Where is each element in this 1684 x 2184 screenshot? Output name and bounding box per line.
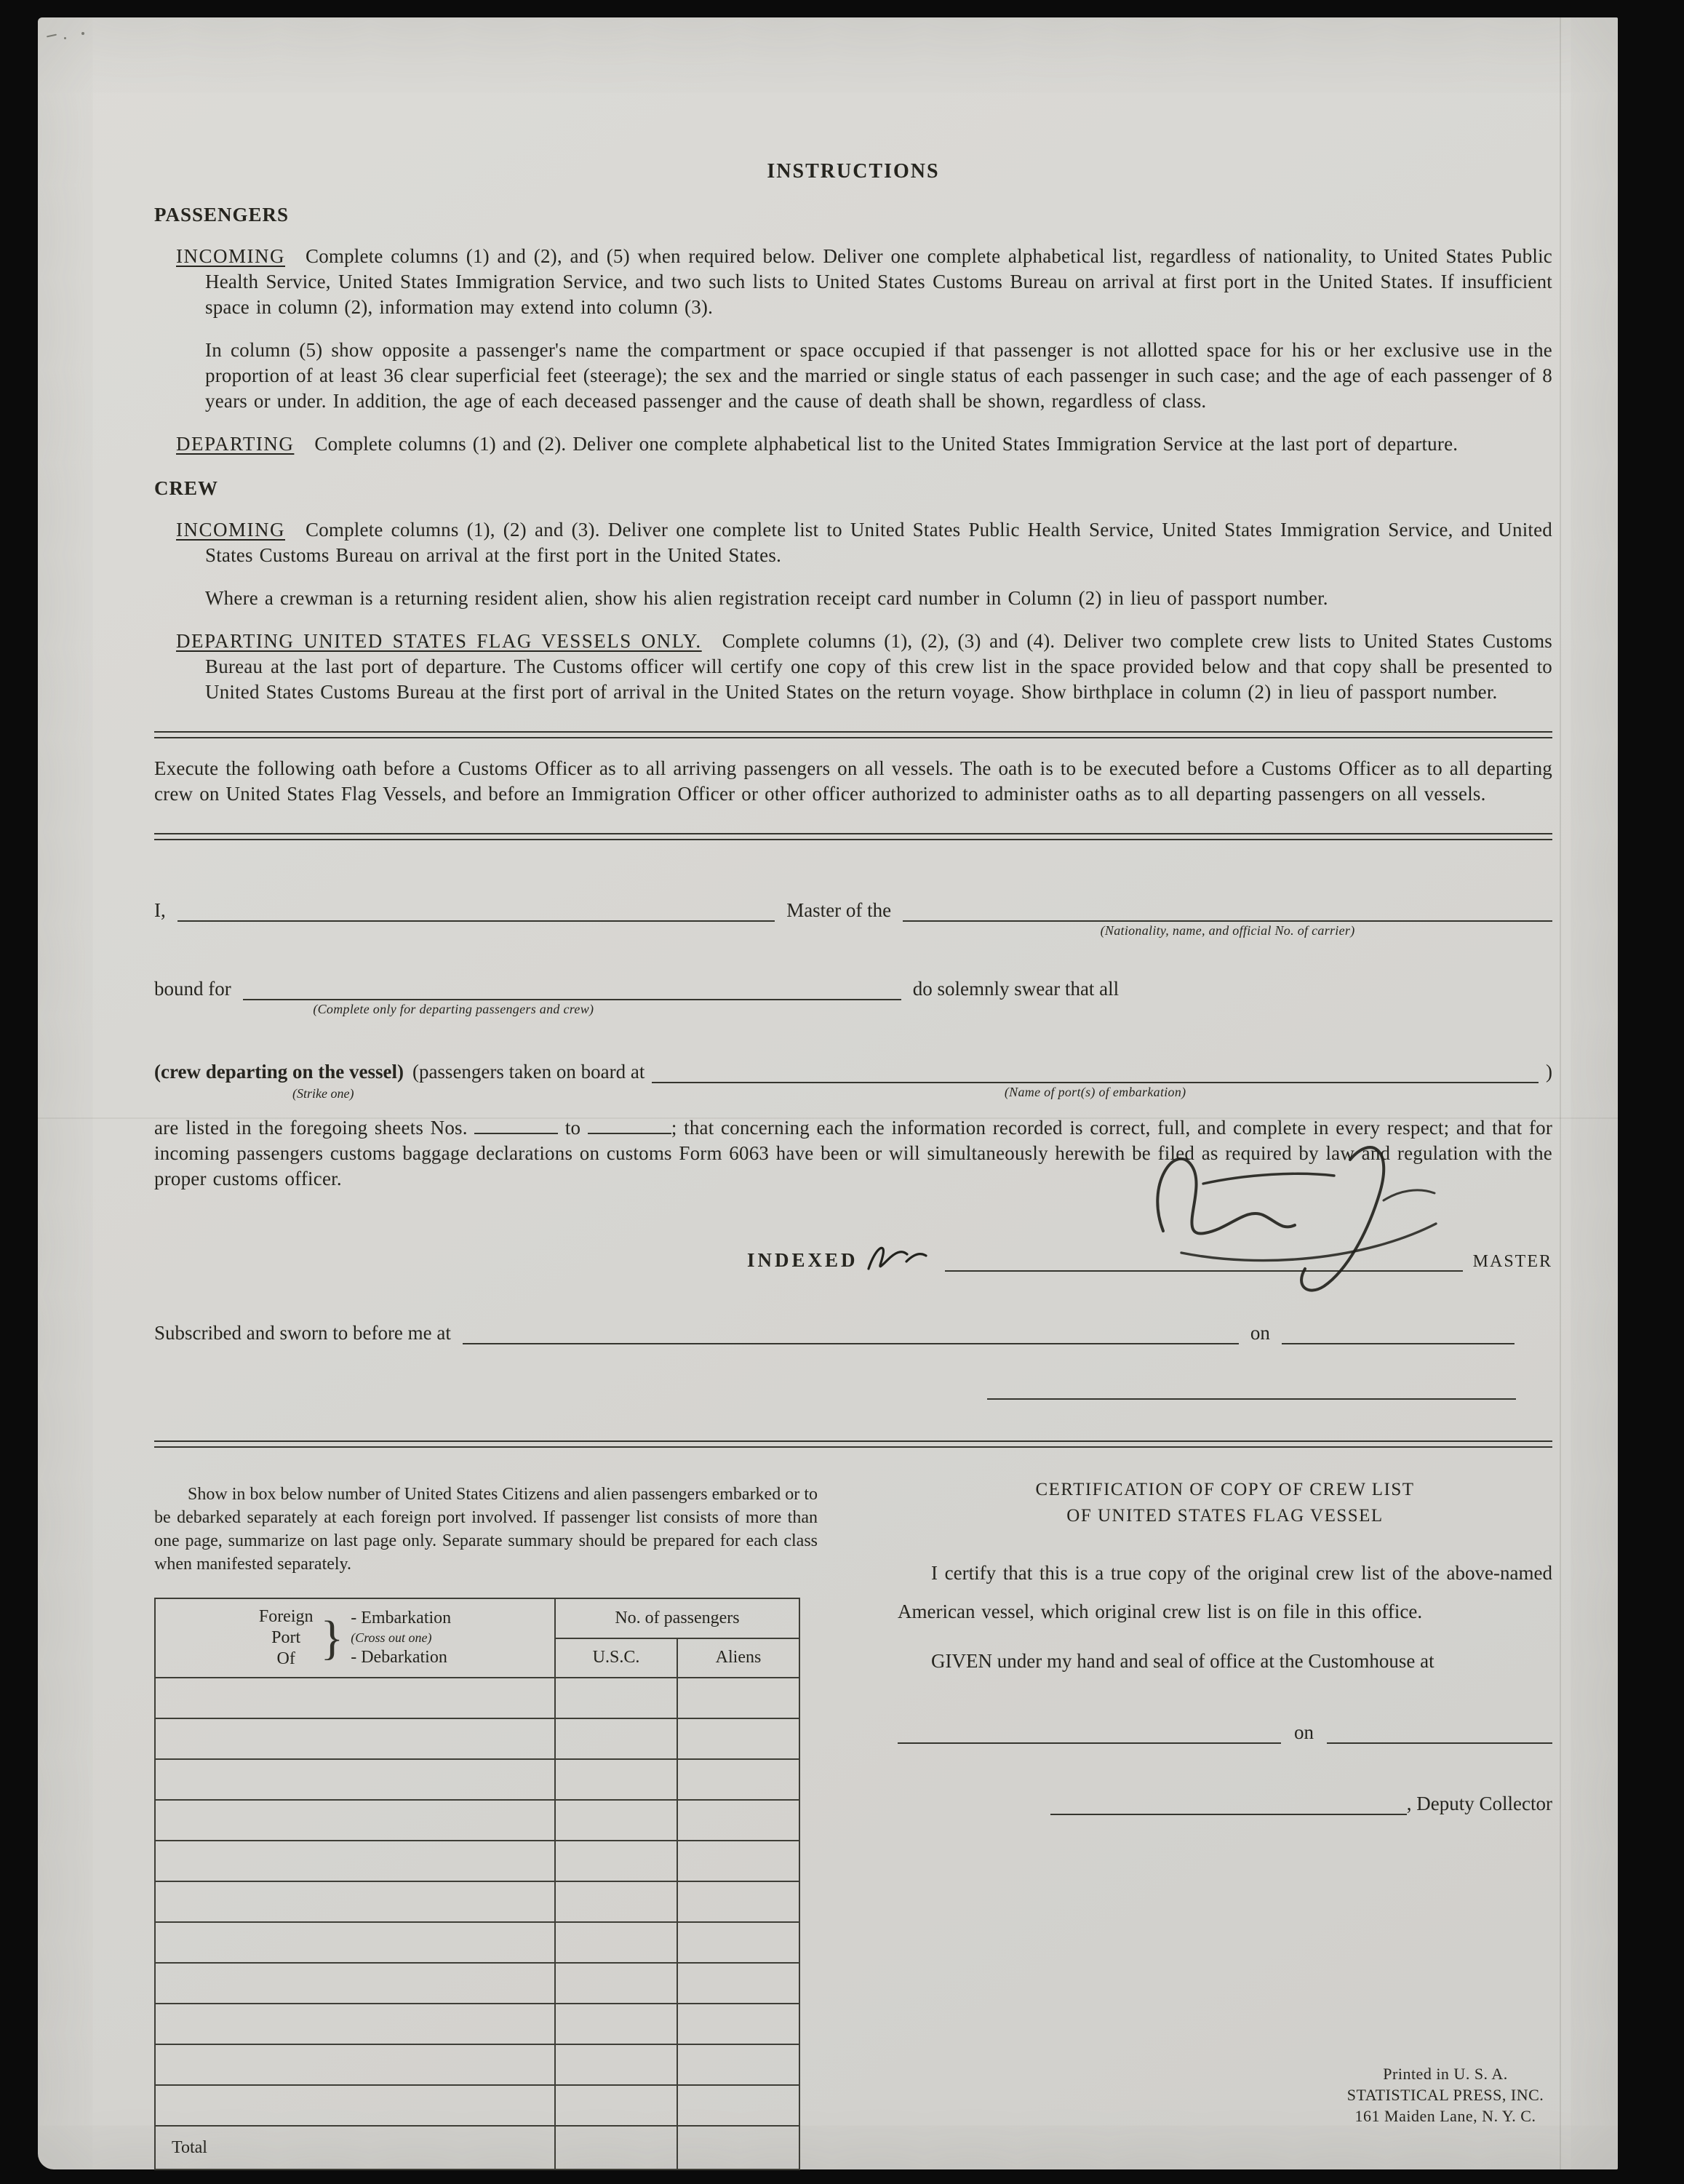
embark-debark-options	[351, 1609, 451, 1667]
summary-table-cell	[555, 1759, 677, 1800]
summary-table-cell	[155, 1881, 555, 1922]
passengers-taken-text: (passengers taken on board at	[412, 1061, 645, 1083]
summary-table-row	[155, 1841, 799, 1881]
sheets-to-blank	[588, 1133, 671, 1134]
summary-table-body	[155, 1678, 799, 2126]
pencil-marks	[47, 29, 97, 42]
summary-table-cell	[677, 1963, 799, 2004]
crew-departing-paragraph	[154, 629, 1552, 705]
crew-incoming-text: Complete columns (1), (2) and (3). Deliver one complete list to United States Public Health Service, United States Immigration Service, and United States Customs Bureau on arrival at the first port in the United States.	[205, 519, 1552, 566]
oath-line-master	[154, 897, 1552, 938]
summary-table-cell	[155, 1963, 555, 2004]
indexed-stamp: INDEXED	[747, 1249, 858, 1271]
sheets-text-start: are listed in the foregoing sheets Nos.	[154, 1117, 468, 1139]
summary-table-cell	[677, 1922, 799, 1963]
summary-table-cell	[155, 2044, 555, 2085]
summary-table-cell	[677, 2004, 799, 2044]
summary-table-cell	[677, 1841, 799, 1881]
aliens-column-header: Aliens	[677, 1638, 799, 1678]
embarkation-port-blank	[652, 1059, 1539, 1099]
summary-table-row	[155, 2004, 799, 2044]
master-name-blank	[177, 897, 775, 922]
sheets-from-blank	[474, 1133, 558, 1134]
summary-table-row	[155, 1678, 799, 1718]
total-row	[155, 2126, 799, 2169]
crew-resident-alien-paragraph: Where a crewman is a returning resident alien, show his alien registration receipt card number in Column (2) in lieu of passport number.	[205, 587, 1328, 609]
total-aliens-cell	[677, 2126, 799, 2169]
summary-table-cell	[555, 1718, 677, 1759]
master-label: MASTER	[1472, 1252, 1552, 1271]
passengers-departing-paragraph	[154, 431, 1552, 457]
summary-table-cell	[555, 2085, 677, 2126]
master-of-the-label: Master of the	[786, 899, 892, 921]
sheets-to-label: to	[564, 1117, 581, 1139]
summary-table-row	[155, 1963, 799, 2004]
certification-block	[898, 1477, 1552, 1815]
oath-line-bound-for	[154, 976, 1120, 1016]
usc-column-header: U.S.C.	[555, 1638, 677, 1678]
summary-table-cell	[555, 1963, 677, 2004]
bound-for-blank	[243, 976, 901, 1016]
passengers-column5-paragraph: In column (5) show opposite a passenger's name the compartment or space occupied if that passenger is not allotted space for his or her exclusive use in the proportion of at least 36 clear superficial feet (steerage); the sex and the married or single status of each passenger in such case; and the age of each passenger of 8 years or under. In addition, the age of each deceased passenger and the cause of death shall be shown, regardless of class.	[205, 339, 1552, 412]
incoming-label: INCOMING	[176, 245, 285, 267]
divider-rule-bottom	[154, 1440, 1552, 1448]
certification-on-label: on	[1294, 1721, 1314, 1743]
sworn-date-blank	[1282, 1320, 1515, 1344]
certification-title-line1: CERTIFICATION OF COPY OF CREW LIST	[1035, 1480, 1415, 1499]
debarkation-option: - Debarkation	[351, 1648, 447, 1667]
departing-label: DEPARTING	[176, 433, 295, 455]
summary-table-cell	[155, 1922, 555, 1963]
passengers-departing-text: Complete columns (1) and (2). Deliver one complete alphabetical list to the United States Immigration Service at the last port of departure.	[314, 433, 1458, 455]
passenger-summary-table	[154, 1598, 800, 2170]
summary-table-cell	[555, 1841, 677, 1881]
embarkation-caption: (Name of port(s) of embarkation)	[1004, 1085, 1186, 1099]
form-paper	[38, 17, 1618, 2169]
passengers-count-header: No. of passengers	[555, 1598, 799, 1638]
summary-table-cell	[155, 2085, 555, 2126]
port-header-cell	[155, 1598, 555, 1678]
deputy-collector-signature-blank	[1050, 1790, 1407, 1815]
certification-given-text: GIVEN under my hand and seal of office at the Customhouse at	[931, 1650, 1434, 1672]
imprint-line1: Printed in U. S. A.	[1383, 2065, 1508, 2083]
sheets-text-end: ; that concerning each the information recorded is correct, full, and complete in every respect; and that for incoming passengers customs baggage declarations on customs Form 6063 have been or will simultaneously herewith be filed as required by law and regulation with the proper customs officer.	[154, 1117, 1553, 1189]
passengers-incoming-paragraph	[154, 244, 1552, 320]
form-content	[154, 17, 1552, 2170]
crew-heading: CREW	[154, 477, 219, 499]
foreign-port-of-label: Foreign Port Of	[258, 1607, 314, 1668]
divider-rule-oath	[154, 833, 1552, 840]
summary-note: Show in box below number of United States Citizens and alien passengers embarked or to be debarked separately at each foreign port involved. If passenger list consists of more than one page, summarize on last page only. Separate summary should be prepared for each class when manifested separately.	[154, 1485, 818, 1574]
summary-table-cell	[155, 1678, 555, 1718]
summary-table-row	[155, 1881, 799, 1922]
summary-table-cell	[155, 1718, 555, 1759]
total-label-cell: Total	[155, 2126, 555, 2169]
imprint-line2: STATISTICAL PRESS, INC.	[1346, 2086, 1544, 2104]
summary-table-cell	[555, 1881, 677, 1922]
subscribed-row	[154, 1320, 1515, 1344]
summary-table-cell	[677, 1800, 799, 1841]
certification-place-date-row	[898, 1719, 1552, 1744]
embarkation-option: - Embarkation	[351, 1609, 452, 1627]
summary-table-row	[155, 1718, 799, 1759]
summary-table-cell	[555, 2044, 677, 2085]
summary-table-cell	[555, 1678, 677, 1718]
imprint-line3: 161 Maiden Lane, N. Y. C.	[1354, 2107, 1536, 2125]
indexed-handwritten-mark-icon	[863, 1238, 932, 1276]
certification-date-blank	[1327, 1719, 1552, 1744]
summary-table-cell	[555, 2004, 677, 2044]
bound-for-caption: (Complete only for departing passengers and crew)	[313, 1002, 594, 1016]
carrier-blank	[903, 897, 1552, 938]
summary-table-cell	[677, 1718, 799, 1759]
bound-for-label: bound for	[154, 978, 231, 1000]
summary-table-cell	[677, 1759, 799, 1800]
oath-i-label: I,	[154, 899, 166, 921]
crew-departing-strike-text: (crew departing on the vessel)	[154, 1061, 404, 1083]
deputy-collector-label: , Deputy Collector	[1406, 1793, 1552, 1814]
sworn-on-label: on	[1250, 1322, 1270, 1344]
master-signature-row	[154, 1238, 1552, 1272]
vertical-fold-line	[1560, 17, 1561, 2169]
summary-table-cell	[677, 1881, 799, 1922]
oath-intro-paragraph: Execute the following oath before a Customs Officer as to all arriving passengers on all vessels. The oath is to be executed before a Customs Officer as to all departing crew on United States Flag Vessels, and before an Immigration Officer or other officer authorized to administer oaths as to all departing passengers on all vessels.	[154, 757, 1552, 805]
summary-table-cell	[155, 1841, 555, 1881]
sworn-place-blank	[463, 1320, 1239, 1344]
passengers-heading: PASSENGERS	[154, 204, 290, 226]
crew-incoming-paragraph	[154, 517, 1552, 568]
summary-table-cell	[155, 1800, 555, 1841]
summary-table-cell	[555, 1800, 677, 1841]
summary-table-cell	[155, 1759, 555, 1800]
summary-table-cell	[155, 2004, 555, 2044]
summary-table-cell	[555, 1922, 677, 1963]
certification-body: I certify that this is a true copy of the original crew list of the above-named American vessel, which original crew list is on file in this office.	[898, 1562, 1552, 1622]
subscribed-text: Subscribed and sworn to before me at	[154, 1322, 451, 1344]
carrier-caption: (Nationality, name, and official No. of carrier)	[1100, 923, 1355, 938]
strike-one-caption: (Strike one)	[292, 1086, 354, 1101]
certification-title-line2: OF UNITED STATES FLAG VESSEL	[1066, 1506, 1384, 1526]
page-title: INSTRUCTIONS	[767, 160, 940, 183]
summary-table-row	[155, 1800, 799, 1841]
printer-imprint	[1274, 2063, 1616, 2127]
deputy-collector-row	[898, 1790, 1552, 1815]
brace-glyph: }	[320, 1611, 344, 1665]
summary-table-row	[155, 2044, 799, 2085]
crew-departing-text: Complete columns (1), (2), (3) and (4). Deliver two complete crew lists to United States Customs Bureau at the last port of departure. The Customs officer will certify one copy of this crew list in the space provided below and that copy shall be presented to United States Customs Bureau at the first port of arrival in the United States on the return voyage. Show birthplace in column (2) in lieu of passport number.	[205, 630, 1552, 703]
customhouse-place-blank	[898, 1719, 1281, 1744]
passengers-incoming-text: Complete columns (1) and (2), and (5) when required below. Deliver one complete alphabetical list, regardless of nationality, to United States Public Health Service, United States Immigration Service, and two such lists to United States Customs Bureau on arrival at first port in the United States. If insufficient space in column (2), information may extend into column (3).	[205, 245, 1552, 318]
crew-incoming-label: INCOMING	[176, 519, 285, 541]
summary-table-row	[155, 1922, 799, 1963]
summary-table-row	[155, 1759, 799, 1800]
summary-table-cell	[677, 2044, 799, 2085]
summary-table-row	[155, 2085, 799, 2126]
divider-rule-top	[154, 731, 1552, 738]
swear-text: do solemnly swear that all	[912, 978, 1120, 1000]
oath-line-embarkation	[154, 1059, 1552, 1101]
oath-sheets-paragraph	[154, 1115, 1552, 1192]
cross-out-one-caption: (Cross out one)	[351, 1630, 432, 1645]
total-usc-cell	[555, 2126, 677, 2169]
closing-paren: )	[1546, 1061, 1552, 1083]
crew-departing-label: DEPARTING UNITED STATES FLAG VESSELS ONLY.	[176, 630, 702, 652]
summary-table-cell	[677, 2085, 799, 2126]
master-signature-line	[945, 1247, 1463, 1272]
summary-column	[154, 1477, 845, 2170]
summary-table-cell	[677, 1678, 799, 1718]
notary-signature-line	[987, 1398, 1516, 1400]
